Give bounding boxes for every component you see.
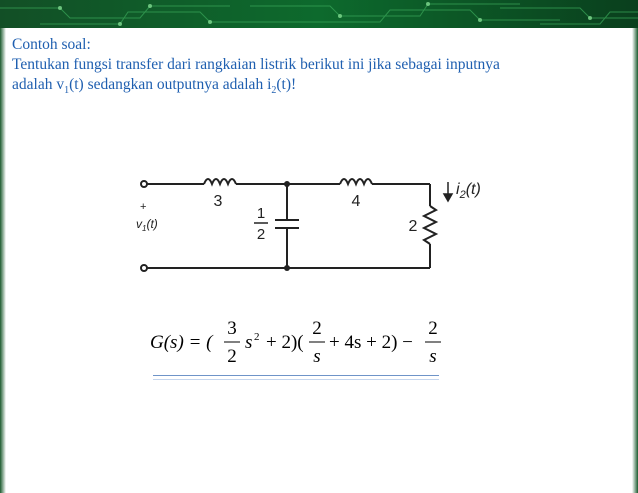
input-terminal-top [141, 181, 147, 187]
input-terminal-bottom [141, 265, 147, 271]
frac3-numerator: 2 [428, 318, 438, 339]
inductor-1-label: 3 [213, 193, 223, 210]
problem-statement [12, 35, 612, 101]
junction-top [284, 181, 290, 187]
formula-lhs: G(s) = ( [150, 332, 213, 353]
frac2-denominator: s [313, 346, 321, 367]
header-banner [0, 0, 638, 28]
frac1-numerator: 3 [227, 318, 237, 339]
frac2-numerator: 2 [312, 318, 322, 339]
output-label: $i_2(t)$ [456, 181, 481, 201]
inductor-2-label: 4 [351, 193, 361, 210]
formula-underline [153, 375, 439, 380]
cap-numerator: 1 [256, 205, 266, 222]
inductor-2 [340, 179, 372, 184]
frac1-denominator: 2 [227, 346, 237, 367]
cap-denominator: 2 [256, 226, 266, 243]
input-plus: + [140, 201, 147, 213]
s-term: s [245, 332, 253, 353]
problem-line-2: adalah $v_1(t)$ sedangkan outputnya adalah $i_2(t)$! [12, 76, 297, 97]
junction-bottom [284, 265, 290, 271]
right-border [632, 28, 638, 493]
resistor [424, 206, 436, 244]
frac3-denominator: s [429, 346, 437, 367]
formula-mid1: + 2)( [266, 332, 304, 353]
resistor-label: 2 [408, 218, 418, 235]
problem-title: Contoh soal: [12, 36, 91, 53]
input-label: $v_1(t)$ [136, 217, 158, 233]
problem-line-1: Tentukan fungsi transfer dari rangkaian listrik berikut ini jika sebagai inputnya [12, 56, 500, 73]
s-exponent: 2 [254, 331, 260, 343]
circuit-board-pattern [0, 0, 638, 28]
transfer-function-formula [150, 312, 450, 372]
current-arrow-icon [444, 194, 452, 201]
inductor-1 [204, 179, 236, 184]
formula-mid2: + 4s + 2) − [329, 332, 413, 353]
circuit-diagram [130, 168, 481, 278]
